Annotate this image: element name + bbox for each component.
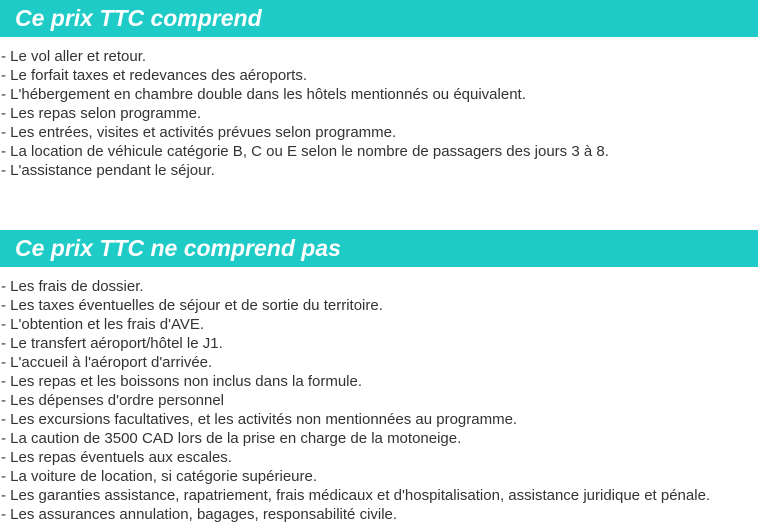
included-section-header bbox=[0, 0, 758, 37]
list-item: - Les frais de dossier. bbox=[1, 278, 144, 295]
list-item: - L'obtention et les frais d'AVE. bbox=[1, 316, 205, 333]
list-item: - Les taxes éventuelles de séjour et de sortie du territoire. bbox=[1, 297, 383, 314]
included-section-title: Ce prix TTC comprend bbox=[15, 5, 262, 31]
included-items-list bbox=[1, 47, 609, 180]
list-item: - La caution de 3500 CAD lors de la prise en charge de la motoneige. bbox=[1, 430, 462, 447]
list-item: - Le vol aller et retour. bbox=[1, 48, 147, 65]
excluded-items-list bbox=[1, 277, 710, 524]
list-item: - L'assistance pendant le séjour. bbox=[1, 162, 215, 179]
list-item: - Les entrées, visites et activités prévues selon programme. bbox=[1, 124, 397, 141]
list-item: - La location de véhicule catégorie B, C ou E selon le nombre de passagers des jours 3 à 8. bbox=[1, 143, 609, 160]
list-item: - Le forfait taxes et redevances des aéroports. bbox=[1, 67, 307, 84]
list-item: - Les repas selon programme. bbox=[1, 105, 202, 122]
list-item: - La voiture de location, si catégorie supérieure. bbox=[1, 468, 318, 485]
list-item: - Les garanties assistance, rapatriement, frais médicaux et d'hospitalisation, assistance juridique et pénale. bbox=[1, 487, 711, 504]
excluded-section-title: Ce prix TTC ne comprend pas bbox=[15, 235, 341, 261]
list-item: - Les repas et les boissons non inclus dans la formule. bbox=[1, 373, 363, 390]
list-item: - Les assurances annulation, bagages, responsabilité civile. bbox=[1, 506, 398, 523]
list-item: - Les excursions facultatives, et les activités non mentionnées au programme. bbox=[1, 411, 518, 428]
list-item: - Les dépenses d'ordre personnel bbox=[1, 392, 225, 409]
list-item: - Les repas éventuels aux escales. bbox=[1, 449, 232, 466]
list-item: - L'hébergement en chambre double dans les hôtels mentionnés ou équivalent. bbox=[1, 86, 526, 103]
list-item: - L'accueil à l'aéroport d'arrivée. bbox=[1, 354, 213, 371]
list-item: - Le transfert aéroport/hôtel le J1. bbox=[1, 335, 223, 352]
excluded-section-header bbox=[0, 230, 758, 267]
